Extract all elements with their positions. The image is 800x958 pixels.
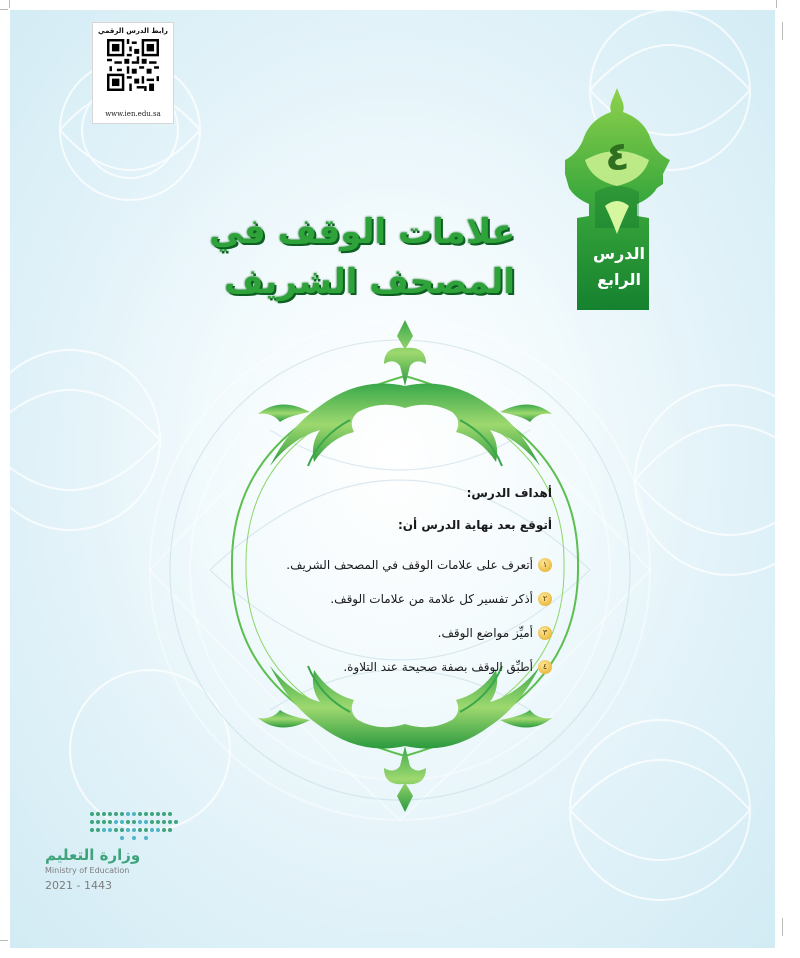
lesson-number: ٤ <box>605 134 630 180</box>
lesson-objectives <box>262 486 552 684</box>
objectives-heading: أهداف الدرس: <box>466 486 552 500</box>
ministry-logo-icon <box>88 808 180 842</box>
objectives-intro: أتوقع بعد نهاية الدرس أن: <box>397 518 552 532</box>
objective-number: ٢ <box>538 592 552 606</box>
objective-text: أطبِّق الوقف بصفة صحيحة عند التلاوة. <box>343 660 533 674</box>
objective-text: أتعرف على علامات الوقف في المصحف الشريف. <box>286 558 533 572</box>
objective-item <box>262 548 552 582</box>
crop-mark <box>0 940 8 941</box>
objective-item <box>262 582 552 616</box>
page-title-line2: المصحف الشريف <box>224 262 515 302</box>
objective-number: ٤ <box>538 660 552 674</box>
crop-mark <box>776 0 777 8</box>
objective-item <box>262 616 552 650</box>
crop-mark <box>0 9 8 10</box>
qr-url[interactable]: www.ien.edu.sa <box>105 110 161 118</box>
crop-mark <box>782 918 783 936</box>
qr-code-box[interactable] <box>92 22 174 124</box>
lesson-ordinal: الرابع <box>597 270 641 289</box>
crop-mark <box>782 22 783 40</box>
qr-code-icon[interactable] <box>107 39 159 91</box>
lesson-label: الدرس <box>592 244 646 263</box>
objective-text: أميِّز مواضع الوقف. <box>437 626 533 640</box>
ministry-year: 2021 - 1443 <box>45 879 112 892</box>
qr-title: رابط الدرس الرقمي <box>98 27 168 35</box>
objective-number: ٣ <box>538 626 552 640</box>
ministry-name-english: Ministry of Education <box>45 866 130 875</box>
ministry-name-arabic: وزارة التعليم <box>45 846 141 864</box>
objective-number: ١ <box>538 558 552 572</box>
crop-mark <box>9 0 10 8</box>
objective-text: أذكر تفسير كل علامة من علامات الوقف. <box>330 592 533 606</box>
page-title-line1: علامات الوقف في <box>209 212 515 252</box>
objective-item <box>262 650 552 684</box>
